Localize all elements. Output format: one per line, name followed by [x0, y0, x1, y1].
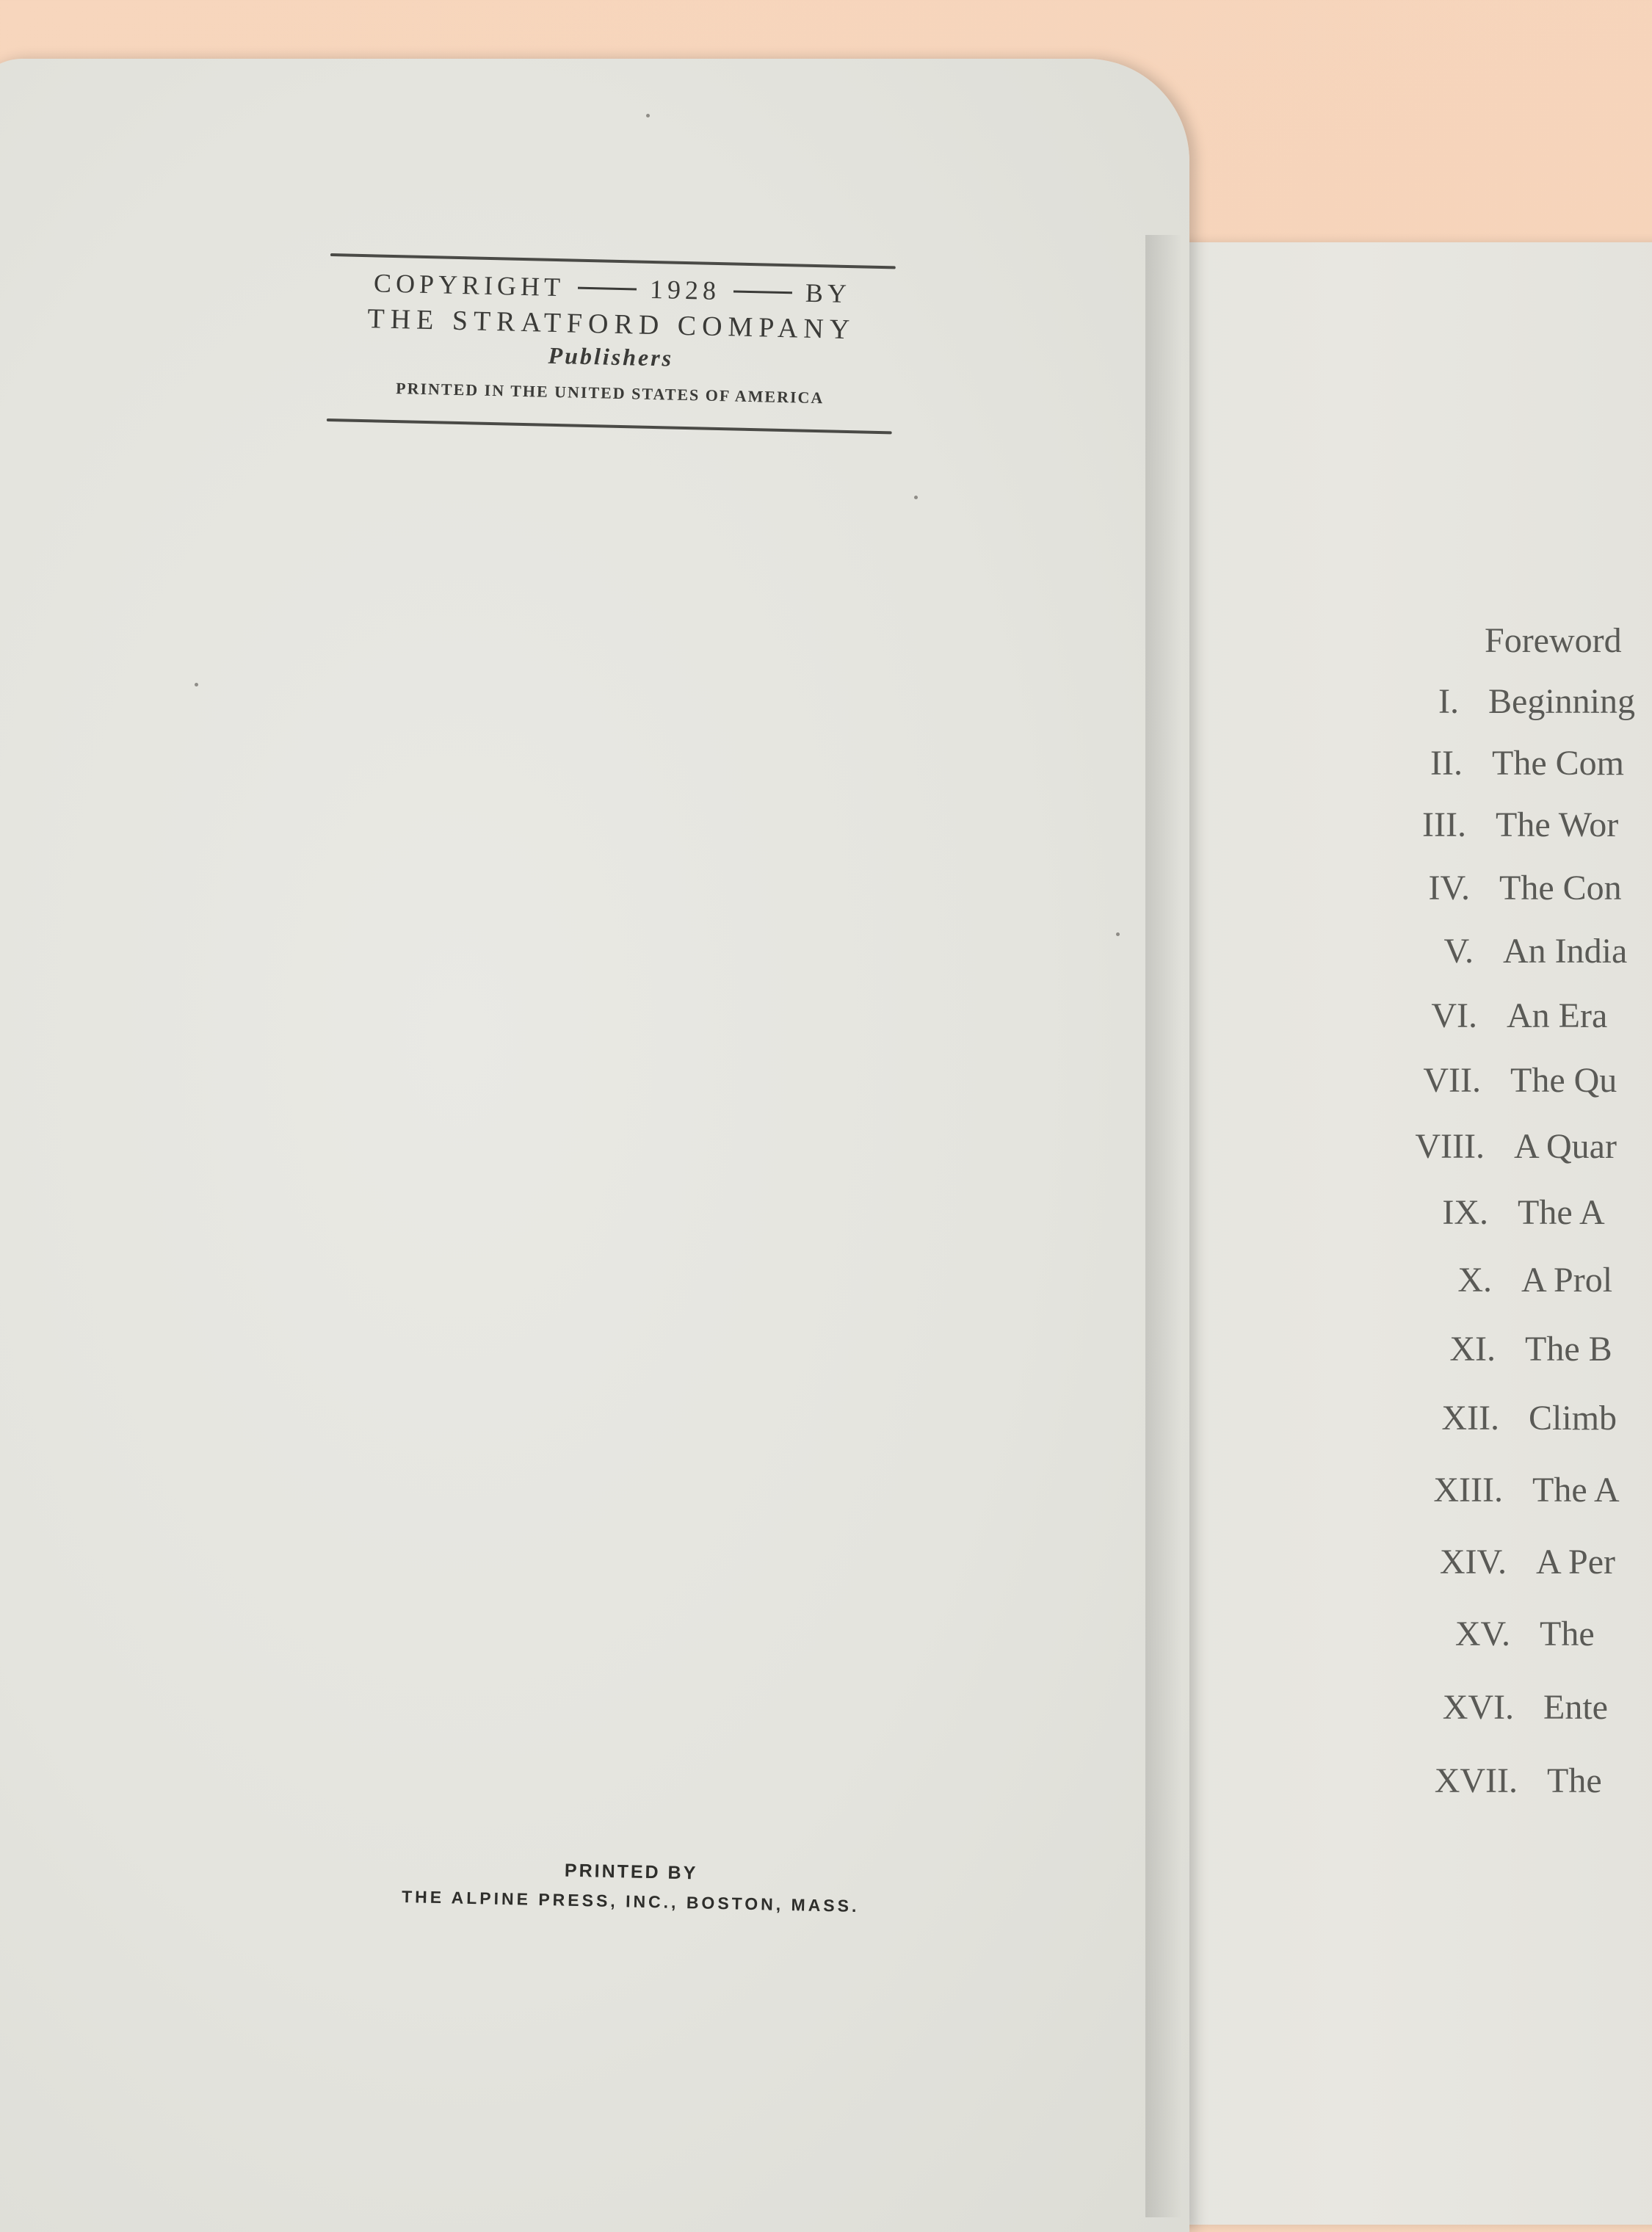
toc-number: XIII.: [1433, 1471, 1503, 1510]
toc-entry: [1327, 931, 1627, 971]
publishers-label: Publishers: [548, 341, 674, 372]
toc-foreword: [1485, 620, 1622, 661]
toc-title: The Qu: [1510, 1061, 1617, 1100]
toc-number: VI.: [1431, 996, 1477, 1035]
company-name: THE STRATFORD COMPANY: [367, 303, 856, 346]
toc-entry: [1316, 743, 1624, 783]
copyright-year: 1928: [649, 274, 721, 306]
toc-entry: [1356, 1470, 1620, 1510]
toc-entry: [1349, 1329, 1612, 1369]
toc-entry: [1345, 1260, 1612, 1300]
toc-title: The Con: [1499, 869, 1622, 907]
toc-number: XV.: [1454, 1615, 1510, 1653]
toc-title: An Era: [1507, 996, 1608, 1035]
toc-entry: [1341, 1192, 1605, 1233]
paper-speck: [646, 114, 650, 117]
toc-number: XIV.: [1439, 1543, 1507, 1581]
toc-number: XI.: [1449, 1330, 1496, 1369]
toc-entry: [1319, 805, 1618, 845]
toc-entry: [1363, 1614, 1595, 1654]
toc-title: The B: [1525, 1330, 1612, 1369]
printer-name: THE ALPINE PRESS, INC., BOSTON, MASS.: [401, 1887, 860, 1916]
paper-speck: [195, 683, 198, 686]
toc-number: VIII.: [1415, 1127, 1485, 1166]
dash-rule: [578, 286, 637, 290]
copyright-word: COPYRIGHT: [373, 268, 565, 302]
copyright-notice: [327, 253, 896, 434]
toc-title: A Quar: [1514, 1127, 1617, 1166]
toc-number: VII.: [1423, 1061, 1481, 1100]
toc-number: V.: [1443, 932, 1474, 971]
toc-entry: [1334, 1060, 1617, 1101]
toc-entry: [1323, 868, 1622, 908]
toc-title: The A: [1532, 1471, 1620, 1510]
toc-number: I.: [1438, 682, 1459, 721]
right-page: [1131, 242, 1652, 2225]
toc-title: The A: [1518, 1193, 1605, 1232]
toc-title: A Prol: [1521, 1261, 1613, 1300]
gutter-shadow: [1145, 235, 1182, 2217]
toc-title: Climb: [1529, 1399, 1617, 1438]
toc-entry: [1352, 1398, 1617, 1438]
toc-title: A Per: [1536, 1543, 1615, 1581]
toc-number: XII.: [1441, 1399, 1499, 1438]
toc-number: IX.: [1442, 1193, 1488, 1232]
toc-number: X.: [1457, 1261, 1492, 1300]
toc-number: IV.: [1428, 869, 1470, 907]
toc-entry: [1371, 1761, 1602, 1801]
paper-speck: [914, 496, 918, 499]
toc-entry: [1312, 681, 1635, 722]
toc-title: The Wor: [1496, 805, 1619, 844]
copyright-by: BY: [805, 278, 852, 309]
toc-entry: [1330, 996, 1607, 1036]
toc-number: II.: [1430, 744, 1463, 783]
printed-in-line: PRINTED IN THE UNITED STATES OF AMERICA: [395, 379, 825, 407]
toc-title: Ente: [1543, 1688, 1608, 1727]
toc-title: The: [1547, 1761, 1602, 1800]
printed-by-label: PRINTED BY: [564, 1860, 698, 1884]
toc-entry: [1360, 1542, 1615, 1582]
toc-title: The: [1540, 1615, 1595, 1653]
toc-entry: [1338, 1126, 1617, 1167]
toc-number: XVII.: [1434, 1761, 1518, 1800]
dash-rule: [733, 290, 792, 294]
toc-entry: [1367, 1687, 1608, 1728]
toc-title: Beginning: [1488, 682, 1635, 721]
toc-title: The Com: [1492, 744, 1624, 783]
toc-number: XVI.: [1442, 1688, 1514, 1727]
toc-title: An India: [1503, 932, 1628, 971]
paper-speck: [1116, 932, 1120, 936]
toc-number: III.: [1422, 805, 1466, 844]
toc-foreword-label: Foreword: [1485, 621, 1622, 660]
